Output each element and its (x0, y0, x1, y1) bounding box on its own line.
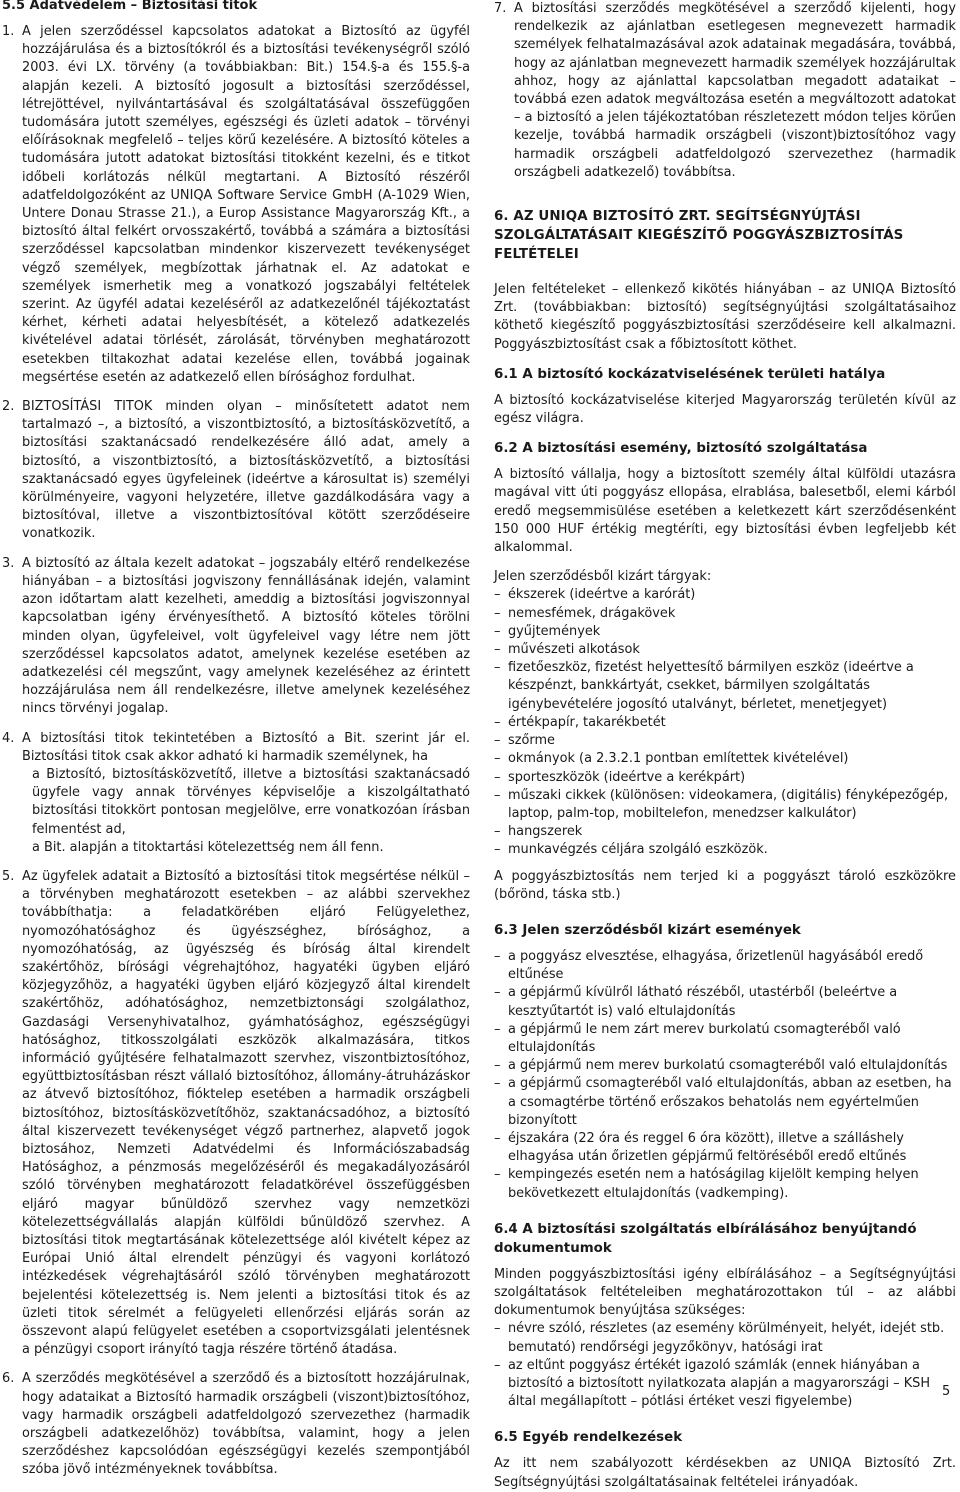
dash-bullet: – (494, 842, 501, 858)
clause-number: 7. (494, 1, 507, 16)
subsection-title-6-1: 6.1 A biztosító kockázatviselésének területi hatálya (494, 366, 886, 382)
clause-text: Az ügyfelek adatait a Biztosító a biztosítási titok megsértése nélkül – a törvényben meghatározott esetekben – az alábbi szervekhez továbbíthatja: a feladatkörében eljáró Felügyelethez, nyomozóhatósághoz és ügyészséghez, bírósághoz, a nyomozóhatóság, az ügyészség és bíróság által kirendelt szakértőhöz, bírósági végrehajtóhoz, hagyatéki ügyben eljáró közjegyzőhöz, a hagyatéki ügyben eljáró közjegyző által kirendelt szakértőhöz, adóhatósághoz, nemzetbiztonsági szolgálathoz, Gazdasági Versenyhivatalhoz, gyámhatósághoz, egészségügyi hatósághoz, titkosszolgálati eszközök alkalmazására, titkos információ gyűjtésére felhatalmazott szervhez, viszontbiztosítóhoz, együttbiztosításban részt vállaló biztosítóhoz, állomány-átruházáskor az átvevő biztosítóhoz, fióktelep esetében a harmadik országbeli biztosítóhoz, biztosításközvetítőhöz, szaktanácsadóhoz, a biztosító által kiszervezett tevékenységet végző partnerhez, alapvető jogok biztosához, Nemzeti Adatvédelmi és Információszabadság Hatósághoz, a pénzmosás megelőzéséről és megakadályozásáról szóló törvényben meghatározott feladatkörével összefüggésben eljáró magyar bűnüldöző szervhez vagy nemzetközi kötelezettségvállalás alapján külföldi bűnüldöző szervhez. A biztosítási titok megtartásának kötelezettsége alól kivételt képez az Európai Unió által elrendelt pénzügyi és vagyoni korlátozó intézkedések végrehajtásáról szóló törvényben meghatározott bejelentési kötelezettség is. Nem jelenti a biztosítási titok és az üzleti titok sérelmét a felügyeleti ellenőrzési eljárás során az összevont alapú felügyelet esetében a csoportvizsgálati jelentésnek a pénzügyi csoport irányító tagja részére történő átadása. (22, 868, 470, 1358)
dash-bullet: – (494, 1058, 501, 1074)
clause-text: BIZTOSÍTÁSI TITOK minden olyan – minősítetett adatot nem tartalmazó –, a biztosító, a viszontbiztosító, a biztosításközvetítő, a biztosítási szaktanácsadó rendelkezésére álló adat, amely a biztosító, a viszontbiztosító, a biztosításközvetítő, a biztosítási szaktanácsadó egyes ügyfeleinek (ideértve a károsultat is) személyi körülményeire, vagyoni helyzetére, illetve gazdálkodására vagy a biztosítóval, illetve a viszontbiztosítóval kötött szerződéseire vonatkozik. (22, 399, 470, 542)
list-item (494, 1021, 956, 1057)
list-item (494, 714, 956, 732)
list-item-text: fizetőeszköz, fizetést helyettesítő bármilyen eszköz (ideértve a készpénzt, bankkártyát, csekket, bármilyen szolgáltatás igénybevételére jogosító utalványt, bérletet, menetjegyet) (508, 660, 914, 712)
list-item-text: ékszerek (ideértve a karórát) (508, 587, 696, 603)
clause-6 (2, 1370, 470, 1479)
subsection-text-6-5: Az itt nem szabályozott kérdésekben az UNIQA Biztosító Zrt. Segítségnyújtási szolgáltatásainak feltételei irányadóak. (494, 1456, 956, 1490)
dash-bullet: – (494, 605, 501, 621)
excluded-items-intro: Jelen szerződésből kizárt tárgyak: (494, 569, 712, 585)
list-item-text: névre szóló, részletes (az esemény körülményeit, helyét, idejét stb. bemutató) rendőrségi jegyzőkönyv, hatósági irat (508, 1321, 945, 1355)
list-item-text: kempingezés esetén nem a hatóságilag kijelölt kemping helyen bekövetkezett eltulajdonítás (vadkemping). (508, 1167, 919, 1201)
list-item-text: műszaki cikkek (különösen: videokamera, (digitális) fényképezőgép, laptop, palm-top, mobiltelefon, menedzser kalkulátor) (508, 787, 949, 821)
clause-text: A biztosítási szerződés megkötésével a szerződő kijelenti, hogy rendelkezik az ajánlatban esetlegesen megnevezett harmadik személyek felhatalmazásával azok adatainak megadására, továbbá, hogy az ajánlatban megnevezett harmadik személyek hozzájárultak ahhoz, hogy az ajánlattal kapcsolatban megadott adataikat – továbbá ezen adatok megváltozása esetén a megváltozott adatokat – a biztosító a jelen tájékoztatóban részletezett módon teljes körűen kezelje, továbbá harmadik országbeli (viszont)biztosítóhoz vagy harmadik országbeli adatfeldolgozó szervezethez (harmadik országbeli adatkezelő) továbbítsa. (514, 1, 956, 180)
dash-bullet: – (494, 714, 501, 730)
required-documents-list (494, 1320, 956, 1411)
list-item (494, 948, 956, 984)
dash-bullet: – (494, 824, 501, 840)
dash-bullet: – (494, 642, 501, 658)
clause-2 (2, 398, 470, 544)
list-item-text: a gépjármű le nem zárt merev burkolatú csomagteréből való eltulajdonítás (508, 1021, 901, 1055)
list-item (494, 750, 956, 768)
excluded-items-outro: A poggyászbiztosítás nem terjed ki a poggyászt tároló eszközökre (bőrönd, táska stb.) (494, 868, 956, 902)
dash-bullet: – (494, 948, 501, 964)
clause-text: A biztosító az általa kezelt adatokat – jogszabály eltérő rendelkezése hiányában – a biztosítási jogviszony fennállásának idején, valamint azon időtartam alatt kezelheti, ameddig a biztosítási jogviszonnyal kapcsolatban igény érvényesíthető. A biztosító köteles törölni minden olyan, ügyfeleivel, volt ügyfeleivel vagy létre nem jött szerződéssel kapcsolatos adatot, amelynek kezelése esetében az adatkezelési cél megszűnt, vagy amelynek kezeléséhez az érintett hozzájárulása nem áll rendelkezésre, illetve amelynek kezeléséhez nincs törvényi jogalap. (22, 555, 470, 717)
subsection-text-6-2: A biztosító vállalja, hogy a biztosított személy által külföldi utazásra magával vitt úti poggyász ellopása, elrablása, balesetből, elemi kárból eredő megsemmisülése esetében a keletkezett kárt szerződésenként 150 000 HUF értékig megtéríti, egy biztosítási évben legfeljebb két alkalommal. (494, 467, 956, 556)
left-column (2, 0, 470, 1480)
subsection-text-6-4: Minden poggyászbiztosítási igény elbírálásához – a Segítségnyújtási szolgáltatások feltételeiben meghatározottakon túl – az alábbi dokumentumok benyújtása szükséges: (494, 1266, 956, 1319)
list-item-text: hangszerek (508, 824, 583, 840)
clause-1 (2, 23, 470, 387)
list-item (494, 984, 956, 1020)
dash-bullet: – (494, 733, 501, 749)
clause-number: 5. (2, 868, 15, 884)
list-item (494, 732, 956, 750)
list-item-text: éjszakára (22 óra és reggel 6 óra között), illetve a szálláshely elhagyása után őrizetlen gépjármű feltöréséből eredő eltűnés (508, 1130, 907, 1165)
chapter-intro: Jelen feltételeket – ellenkező kikötés hiányában – az UNIQA Biztosító Zrt. (továbbiakban: biztosító) segítségnyújtási szolgáltatásaihoz köthető kiegészítő poggyászbiztosítási szerződéseire kell alkalmazni. Poggyászbiztosítást csak a főbiztosított köthet. (494, 282, 956, 352)
list-item (494, 841, 956, 859)
subsection-title-6-3: 6.3 Jelen szerződésből kizárt események (494, 922, 801, 938)
clause-number: 4. (2, 730, 15, 746)
clause-4 (2, 730, 470, 857)
list-item-text: gyűjtemények (508, 623, 601, 639)
list-item-text: a gépjármű csomagteréből való eltulajdonítás, abban az esetben, ha a csomagtérbe történő erőszakos behatolás nem egyértelműen bizonyított (508, 1076, 952, 1128)
clause-5 (2, 868, 470, 1359)
excluded-items-list (494, 586, 956, 859)
clause-text: A biztosítási titok tekintetében a Biztosító a Bit. szerint jár el. Biztosítási titok csak akkor adható ki harmadik személynek, ha (22, 730, 470, 764)
clause-3 (2, 555, 470, 719)
list-item-text: az eltűnt poggyász értékét igazoló számlák (ennek hiányában a biztosító a biztosított nyilatkozata alapján a magyarországi – KSH által megállapított – pótlási értéket veszi figyelembe) (508, 1357, 931, 1410)
list-item-text: a poggyász elvesztése, elhagyása, őrizetlenül hagyásából eredő eltűnése (508, 948, 924, 983)
clause-text: A szerződés megkötésével a szerződő és a biztosított hozzájárulnak, hogy adataikat a Biztosító harmadik országbeli (viszont)biztosítóhoz, vagy harmadik országbeli adatfeldolgozó szervezethez (harmadik országbeli adatkezelőhöz) továbbítsa, valamint, hogy a jelen szerződéshez kapcsolódóan egészségügyi kezelés szempontjából szóba jövő intézményeknek továbbítsa. (22, 1371, 470, 1478)
list-item-text: szőrme (508, 733, 555, 749)
list-item (494, 823, 956, 841)
list-item (494, 641, 956, 659)
excluded-events-list (494, 948, 956, 1203)
clause-number: 2. (2, 399, 15, 415)
list-item-text: munkavégzés céljára szolgáló eszközök. (508, 842, 768, 858)
clause-sub-item: a Bit. alapján a titoktartási kötelezettség nem áll fenn. (32, 839, 384, 855)
right-column (494, 0, 956, 1492)
list-item (494, 787, 956, 823)
dash-bullet: – (494, 1357, 501, 1373)
list-item (494, 1320, 956, 1356)
clause-sub-item: a Biztosító, biztosításközvetítő, illetve a biztosítási szaktanácsadó ügyfele vagy annak törvényes képviselője a kiszolgáltatható biztosítási titokkört pontosan megjelölve, erre vonatkozóan írásban felmentést ad, (32, 766, 470, 837)
dash-bullet: – (494, 751, 501, 767)
list-item (494, 1075, 956, 1130)
list-item-text: értékpapír, takarékbetét (508, 714, 666, 730)
dash-bullet: – (494, 787, 501, 803)
list-item (494, 769, 956, 787)
subsection-title-6-4: 6.4 A biztosítási szolgáltatás elbírálásához benyújtandó dokumentumok (494, 1221, 917, 1256)
clause-text: A jelen szerződéssel kapcsolatos adatokat a Biztosító az ügyfél hozzájárulása és a biztosítókról és a biztosítási tevékenységről szóló 2003. évi LX. törvény (a továbbiakban: Bit.) 154.§-a és 155.§-a alapján kezeli. A biztosító jogosult a biztosítási szerződéssel, létrejöttével, nyilvántartásával és szolgáltatásával összefüggően tudomására jutott személyes, egészségi és üzleti adatok – törvényi előírásoknak megfelelő – teljes körű kezelésére. A biztosító köteles a tudomására jutott adatokat biztosítási titokként kezelni, és e titkot időbeli korlátozás nélkül megtartani. A Biztosító részéről adatfeldolgozóként az UNIQA Software Service GmbH (A-1029 Wien, Untere Donau Strasse 21.), a Europ Assistance Magyarország Kft., a biztosító által felkért orvosszakértő, továbbá a számára a biztosítási szerződéssel kapcsolatban mindenkor kiszervezett tevékenységet végző személyek, megbízottak járhatnak el. Az adatokat e személyek ismerhetik meg a vonatkozó jogszabályi feltételek szerint. Az ügyfél adatai kezeléséről az adatkezelőnél tájékoztatást kérhet, kérheti adatai helyesbítését, a kötelező adatkezelés kivételével adatai törlését, zárolását, törvényben meghatározott esetekben tiltakozhat adatai kezelése ellen, továbbá jogainak megsértése esetén az adatkezelő ellen bírósághoz fordulhat. (22, 24, 470, 385)
list-item (494, 1357, 956, 1412)
subsection-title-6-5: 6.5 Egyéb rendelkezések (494, 1430, 683, 1446)
subsection-text-6-1: A biztosító kockázatviselése kiterjed Magyarország területén kívül az egész világra. (494, 392, 956, 427)
list-item (494, 1057, 956, 1075)
list-item (494, 1166, 956, 1202)
list-item (494, 1130, 956, 1166)
chapter-title: 6. AZ UNIQA BIZTOSÍTÓ ZRT. SEGÍTSÉGNYÚJTÁSI SZOLGÁLTATÁSAIT KIEGÉSZÍTŐ POGGYÁSZBIZTOSÍTÁS FELTÉTELEI (494, 209, 904, 263)
list-item (494, 586, 956, 604)
list-item (494, 659, 956, 714)
dash-bullet: – (494, 985, 501, 1001)
list-item-text: művészeti alkotások (508, 642, 640, 658)
clause-number: 1. (2, 24, 15, 39)
list-item (494, 623, 956, 641)
list-item (494, 605, 956, 623)
subsection-title-6-2: 6.2 A biztosítási esemény, biztosító szolgáltatása (494, 441, 868, 457)
dash-bullet: – (494, 1130, 501, 1146)
dash-bullet: – (494, 587, 501, 603)
list-item-text: a gépjármű nem merev burkolatú csomagteréből való eltulajdonítás (508, 1058, 948, 1074)
clause-7 (494, 0, 956, 182)
dash-bullet: – (494, 623, 501, 639)
dash-bullet: – (494, 1021, 501, 1037)
page-number: 5 (942, 1384, 951, 1399)
list-item-text: nemesfémek, drágakövek (508, 605, 676, 621)
clause-number: 6. (2, 1371, 15, 1387)
list-item-text: okmányok (a 2.3.2.1 pontban említettek kivételével) (508, 751, 849, 767)
dash-bullet: – (494, 1076, 501, 1092)
section-heading-data-protection: 5.5 Adatvédelem – Biztosítási titok (2, 0, 258, 13)
list-item-text: a gépjármű kívülről látható részéből, utastérből (beleértve a kesztyűtartót is) való eltulajdonítás (508, 985, 898, 1019)
dash-bullet: – (494, 1167, 501, 1183)
dash-bullet: – (494, 660, 501, 676)
dash-bullet: – (494, 769, 501, 785)
clause-number: 3. (2, 555, 15, 571)
dash-bullet: – (494, 1321, 501, 1337)
list-item-text: sporteszközök (ideértve a kerékpárt) (508, 769, 746, 785)
